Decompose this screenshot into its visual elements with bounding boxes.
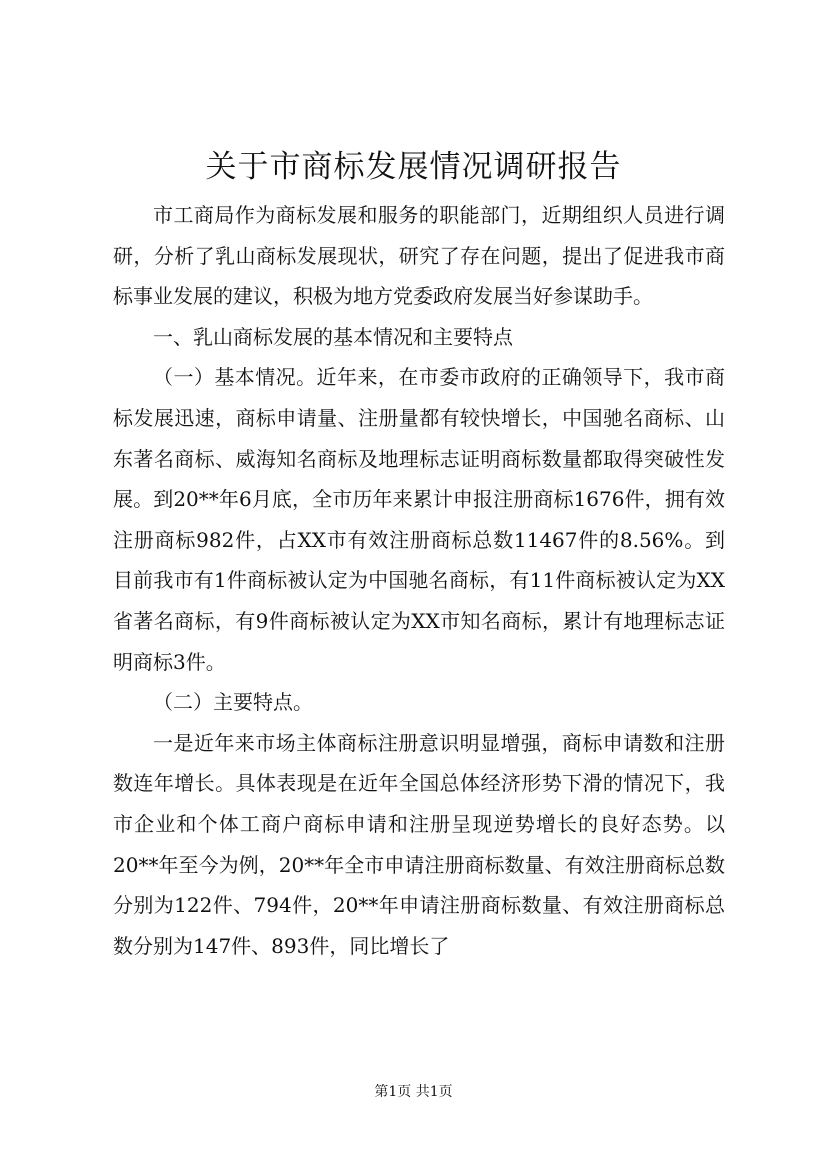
paragraph-intro: 市工商局作为商标发展和服务的职能部门，近期组织人员进行调研，分析了乳山商标发展现状，研究了存在问题，提出了促进我市商标事业发展的建议，积极为地方党委政府发展当好参谋助手。 (113, 203, 725, 309)
subsection-heading-features: （二）主要特点。 (153, 690, 313, 715)
section-heading-1: 一、乳山商标发展的基本情况和主要特点 (153, 324, 513, 349)
document-body (113, 195, 725, 966)
paragraph-feature-one: 一是近年来市场主体商标注册意识明显增强，商标申请数和注册数连年增长。具体表现是在近年全国总体经济形势下滑的情况下，我市企业和个体工商户商标申请和注册呈现逆势增长的良好态势。以20**年至今为例，20**年全市申请注册商标数量、有效注册商标总数分别为122件、794件，20**年申请注册商标数量、有效注册商标总数分别为147件、893件，同比增长了 (113, 730, 725, 958)
paragraph-basic-situation: （一）基本情况。近年来，在市委市政府的正确领导下，我市商标发展迅速，商标申请量、注册量都有较快增长，中国驰名商标、山东著名商标、威海知名商标及地理标志证明商标数量都取得突破性发展。到20**年6月底，全市历年来累计申报注册商标1676件，拥有效注册商标982件，占XX市有效注册商标总数11467件的8.56%。到目前我市有1件商标被认定为中国驰名商标，有11件商标被认定为XX省著名商标，有9件商标被认定为XX市知名商标，累计有地理标志证明商标3件。 (113, 365, 725, 674)
page-footer: 第1页 共1页 (374, 1084, 453, 1100)
document-title: 关于市商标发展情况调研报告 (205, 149, 622, 185)
